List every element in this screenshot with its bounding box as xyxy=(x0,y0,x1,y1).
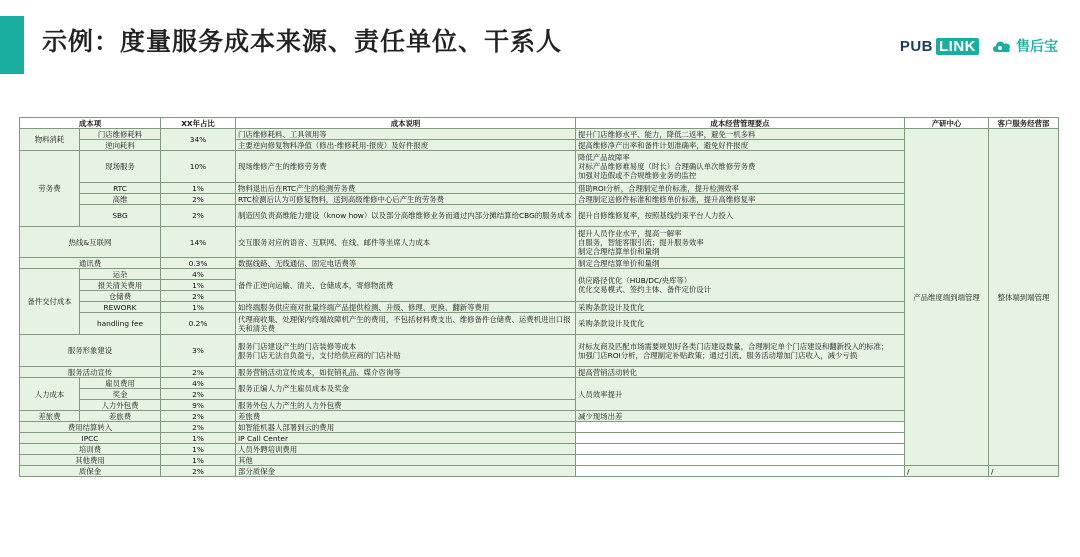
category-cell: 服务形象建设 xyxy=(20,335,161,367)
subcategory-cell: 现场服务 xyxy=(80,151,161,183)
mgmt-cell: 减少现场出差 xyxy=(576,411,905,422)
subcategory-cell: 门店维修耗料 xyxy=(80,129,161,140)
header-mgmt: 成本经营管理要点 xyxy=(576,118,905,129)
mgmt-cell xyxy=(576,151,905,183)
mgmt-line: 对标友商及匹配市场需要规划好各类门店建设数量，合理制定单个门店建设和翻新投入的标准； xyxy=(578,341,889,351)
mgmt-line: 加强门店ROI分析，合理制定补贴政策；通过引流、服务活动增加门店收入，减少亏损 xyxy=(578,350,858,360)
desc-cell: 部分质保金 xyxy=(236,466,576,477)
subcategory-cell: REWORK xyxy=(80,302,161,313)
mgmt-cell-empty xyxy=(576,455,905,466)
cost-table xyxy=(19,117,1059,477)
category-cell: 人力成本 xyxy=(20,378,80,411)
ratio-cell: 34% xyxy=(161,129,236,151)
ratio-cell: 0.2% xyxy=(161,313,236,335)
mgmt-cell xyxy=(576,269,905,302)
desc-cell: 数据线路、无线通信、固定电话费等 xyxy=(236,258,576,269)
table-row xyxy=(20,258,1059,269)
mgmt-cell xyxy=(576,227,905,258)
mgmt-cell: 人员效率提升 xyxy=(576,378,905,411)
subcategory-cell: handling fee xyxy=(80,313,161,335)
ratio-cell: 2% xyxy=(161,411,236,422)
shouhoubao-logo-text: 售后宝 xyxy=(1016,39,1058,55)
table-row xyxy=(20,302,1059,313)
mgmt-cell-empty xyxy=(576,466,905,477)
subcategory-cell: SBG xyxy=(80,205,161,227)
header-product-center: 产研中心 xyxy=(905,118,989,129)
subcategory-cell: 奖金 xyxy=(80,389,161,400)
ratio-cell: 2% xyxy=(161,194,236,205)
ratio-cell: 1% xyxy=(161,183,236,194)
mgmt-line: 降低产品故障率 xyxy=(578,153,630,162)
desc-cell: 交互服务对应的语音、互联网、在线、邮件等坐席人力成本 xyxy=(236,227,576,258)
subcategory-cell: 报关清关费用 xyxy=(80,280,161,291)
header-customer-dept: 客户服务经营部 xyxy=(989,118,1059,129)
mgmt-line: 制定合理结算单价和量纲 xyxy=(578,246,660,256)
category-cell: 差旅费 xyxy=(20,411,80,422)
ratio-cell: 2% xyxy=(161,291,236,302)
product-center-slash: / xyxy=(905,466,989,477)
mgmt-cell-empty xyxy=(576,444,905,455)
category-cell: IPCC xyxy=(20,433,161,444)
customer-dept-slash: / xyxy=(989,466,1059,477)
mgmt-cell: 采购条款设计及优化 xyxy=(576,313,905,335)
mgmt-cell: 提升门店维修水平、能力，降低二返率，避免一机多料 xyxy=(576,129,905,140)
desc-cell: 备件正逆向运输、清关、仓储成本，寄修物流费 xyxy=(236,269,576,302)
desc-cell: 服务正编人力产生雇员成本及奖金 xyxy=(236,378,576,400)
publink-logo-text-b: LINK xyxy=(936,38,979,55)
desc-cell: 服务营销活动宣传成本，如促销礼品、媒介咨询等 xyxy=(236,367,576,378)
table-header-row xyxy=(20,118,1059,129)
category-cell: 通讯费 xyxy=(20,258,161,269)
desc-line: 服务门店建设产生的门店装修等成本 xyxy=(238,341,357,351)
table-row xyxy=(20,151,1059,183)
table-row xyxy=(20,411,1059,422)
mgmt-cell xyxy=(576,335,905,367)
ratio-cell: 2% xyxy=(161,205,236,227)
desc-line: 服务门店无法自负盈亏，支付给供应商的门店补贴 xyxy=(238,350,401,360)
table-row xyxy=(20,183,1059,194)
header-cost-item: 成本项 xyxy=(20,118,161,129)
mgmt-cell: 制定合理结算单价和量纲 xyxy=(576,258,905,269)
table-row xyxy=(20,433,1059,444)
table-row xyxy=(20,466,1059,477)
mgmt-line: 供应路径优化（HUB/DC/央库等） xyxy=(578,276,692,285)
publink-logo xyxy=(900,38,979,55)
ratio-cell: 2% xyxy=(161,367,236,378)
desc-cell: 制造因负责高维能力建设（know how）以及部分高维维修业务而通过内部分摊结算给CBG的服务成本 xyxy=(236,205,576,227)
subcategory-cell: 差旅费 xyxy=(80,411,161,422)
mgmt-line: 加强对造假或不合规维修业务的监控 xyxy=(578,171,697,180)
table-row xyxy=(20,378,1059,389)
customer-dept-cell: 整体端到端管理 xyxy=(989,129,1059,466)
desc-cell xyxy=(236,335,576,367)
table-row xyxy=(20,444,1059,455)
ratio-cell: 1% xyxy=(161,433,236,444)
mgmt-cell: 提高营销活动转化 xyxy=(576,367,905,378)
subcategory-cell: RTC xyxy=(80,183,161,194)
mgmt-cell: 借助ROI分析，合理制定单价标准，提升检测效率 xyxy=(576,183,905,194)
ratio-cell: 0.3% xyxy=(161,258,236,269)
category-cell: 劳务费 xyxy=(20,151,80,227)
category-cell: 培训费 xyxy=(20,444,161,455)
desc-cell: 其他 xyxy=(236,455,576,466)
desc-cell: IP Call Center xyxy=(236,433,576,444)
mgmt-cell-empty xyxy=(576,422,905,433)
header-desc: 成本说明 xyxy=(236,118,576,129)
ratio-cell: 4% xyxy=(161,269,236,280)
desc-cell: 代理商收集、处理保内终端故障机产生的费用，不包括材料费支出、维修备件仓储费、运费机进出口报关和清关费 xyxy=(236,313,576,335)
table-row xyxy=(20,422,1059,433)
ratio-cell: 3% xyxy=(161,335,236,367)
desc-cell: RTC检测后认为可修复物料，送到高级维修中心后产生的劳务费 xyxy=(236,194,576,205)
mgmt-cell: 提升自修维修复率，按照基线约束平台人力投入 xyxy=(576,205,905,227)
publink-logo-text-a: PUB xyxy=(899,37,933,55)
subcategory-cell: 雇员费用 xyxy=(80,378,161,389)
cloud-icon xyxy=(991,38,1013,54)
ratio-cell: 1% xyxy=(161,455,236,466)
desc-cell: 差旅费 xyxy=(236,411,576,422)
ratio-cell: 14% xyxy=(161,227,236,258)
table-row xyxy=(20,129,1059,140)
accent-bar xyxy=(0,16,24,74)
mgmt-line: 提升人员作业水平，提高一解率 xyxy=(578,228,682,238)
desc-cell: 门店维修耗料、工具领用等 xyxy=(236,129,576,140)
shouhoubao-logo xyxy=(991,36,1058,56)
category-cell: 其他费用 xyxy=(20,455,161,466)
desc-cell: 如终端服务供应商对批量终端产品提供检测、升级、修理、更换、翻新等费用 xyxy=(236,302,576,313)
logo-group xyxy=(900,36,1058,56)
mgmt-cell: 提高维修净产出率和备件计划准确率，避免好件报废 xyxy=(576,140,905,151)
ratio-cell: 1% xyxy=(161,302,236,313)
mgmt-cell-empty xyxy=(576,433,905,444)
category-cell: 热线&互联网 xyxy=(20,227,161,258)
ratio-cell: 2% xyxy=(161,466,236,477)
subcategory-cell: 逆向耗料 xyxy=(80,140,161,151)
subcategory-cell: 人力外包费 xyxy=(80,400,161,411)
subcategory-cell: 运杂 xyxy=(80,269,161,280)
desc-cell: 物料退出后在RTC产生的检测劳务费 xyxy=(236,183,576,194)
mgmt-line: 自服务，智能客服引流；提升服务效率 xyxy=(578,237,704,247)
ratio-cell: 10% xyxy=(161,151,236,183)
ratio-cell: 2% xyxy=(161,422,236,433)
desc-cell: 如智能机器人部署到云的费用 xyxy=(236,422,576,433)
category-cell: 服务活动宣传 xyxy=(20,367,161,378)
ratio-cell: 2% xyxy=(161,389,236,400)
desc-cell: 现场维修产生的维修劳务费 xyxy=(236,151,576,183)
desc-cell: 主要逆向修复物料净值（修出-维修耗用-报废）及好件报废 xyxy=(236,140,576,151)
page-title: 示例：度量服务成本来源、责任单位、干系人 xyxy=(42,27,563,56)
product-center-cell: 产品维度端到端管理 xyxy=(905,129,989,466)
table-row xyxy=(20,227,1059,258)
subcategory-cell: 高维 xyxy=(80,194,161,205)
ratio-cell: 4% xyxy=(161,378,236,389)
mgmt-line: 优化交易模式、签约主体、备件定价设计 xyxy=(578,285,712,294)
table-row xyxy=(20,313,1059,335)
table-row xyxy=(20,205,1059,227)
subcategory-cell: 仓储费 xyxy=(80,291,161,302)
table-row xyxy=(20,367,1059,378)
ratio-cell: 9% xyxy=(161,400,236,411)
ratio-cell: 1% xyxy=(161,280,236,291)
category-cell: 物料消耗 xyxy=(20,129,80,151)
desc-cell: 人员外聘培训费用 xyxy=(236,444,576,455)
table-row xyxy=(20,455,1059,466)
category-cell: 费用结算转入 xyxy=(20,422,161,433)
category-cell: 质保金 xyxy=(20,466,161,477)
table-row xyxy=(20,194,1059,205)
mgmt-cell: 合理制定送修件标准和维修单价标准，提升高维修复率 xyxy=(576,194,905,205)
table-row xyxy=(20,269,1059,280)
table-row xyxy=(20,335,1059,367)
mgmt-line: 对标产品维修难易度（时长）合理确认单次维修劳务费 xyxy=(578,162,756,171)
header-ratio: XX年占比 xyxy=(161,118,236,129)
desc-cell: 服务外包人力产生的人力外包费 xyxy=(236,400,576,411)
ratio-cell: 1% xyxy=(161,444,236,455)
category-cell: 备件交付成本 xyxy=(20,269,80,335)
mgmt-cell: 采购条款设计及优化 xyxy=(576,302,905,313)
